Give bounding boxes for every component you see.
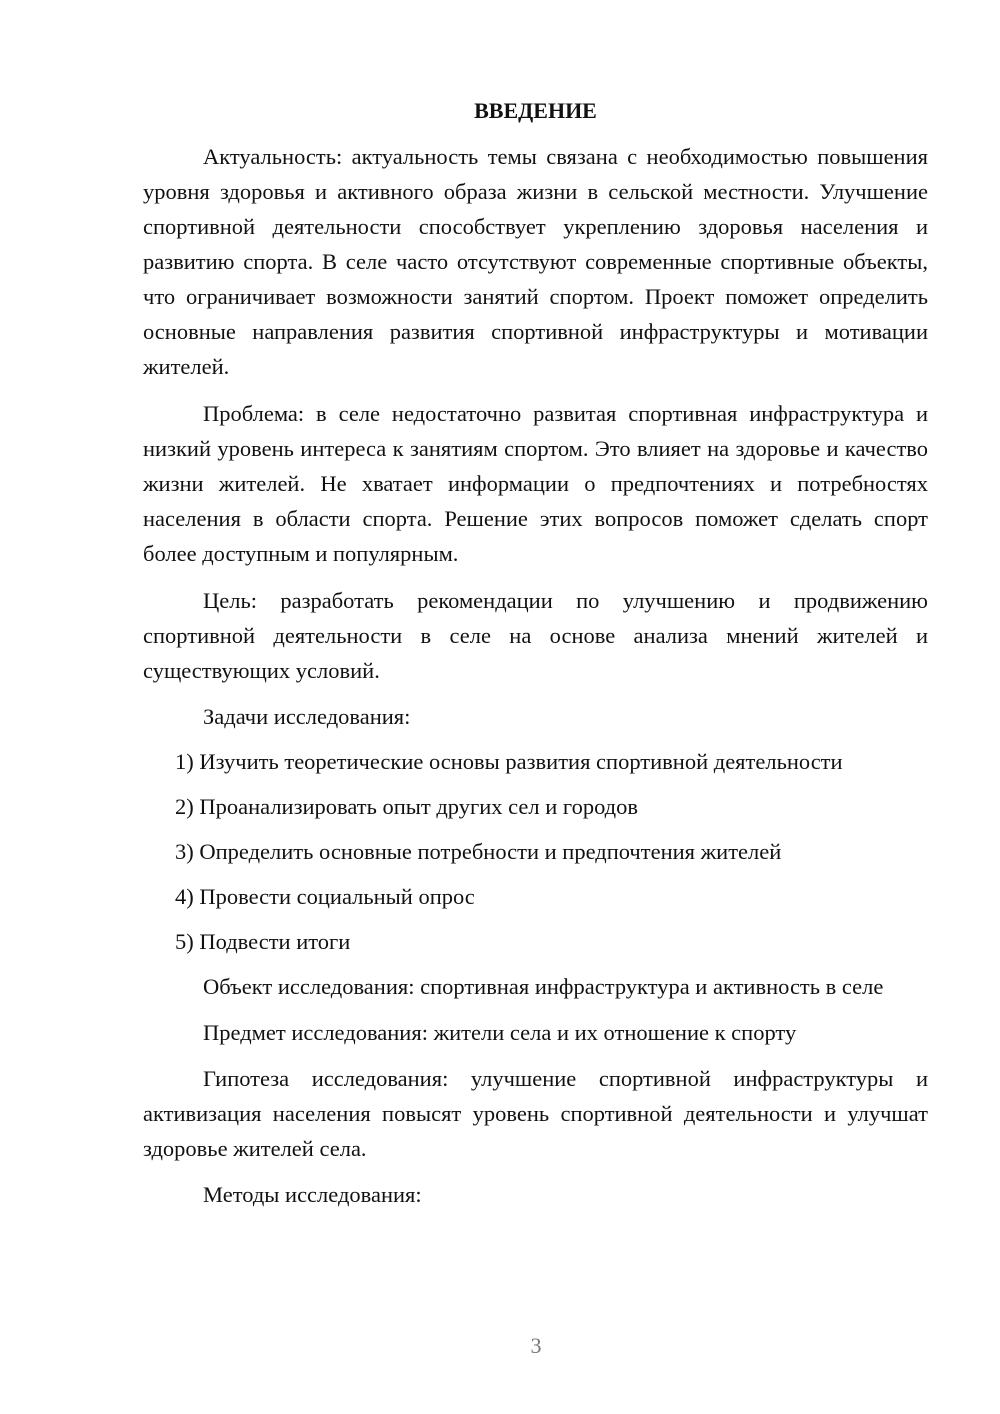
hypothesis-paragraph: Гипотеза исследования: улучшение спортивной инфраструктуры и активизация населения повысят уровень спортивной деятельности и улучшат здоровье жителей села. — [143, 1066, 928, 1161]
list-item: 5) Подвести итоги — [175, 929, 351, 954]
list-item: 1) Изучить теоретические основы развития спортивной деятельности — [175, 749, 843, 774]
list-item: 4) Провести социальный опрос — [175, 884, 475, 909]
section-title: ВВЕДЕНИЕ — [474, 98, 597, 123]
tasks-list — [143, 744, 928, 959]
tasks-heading: Задачи исследования: — [203, 704, 411, 729]
list-item: 2) Проанализировать опыт других сел и городов — [175, 794, 638, 819]
object-paragraph: Объект исследования: спортивная инфраструктура и активность в селе — [203, 974, 884, 999]
methods-heading: Методы исследования: — [203, 1182, 422, 1207]
list-item: 3) Определить основные потребности и предпочтения жителей — [175, 839, 782, 864]
page-number: 3 — [530, 1333, 542, 1358]
relevance-paragraph: Актуальность: актуальность темы связана с необходимостью повышения уровня здоровья и активного образа жизни в сельской местности. Улучшение спортивной деятельности способствует укреплению здоровья населения и развитию спорта. В селе часто отсутствуют современные спортивные объекты, что ограничивает возможности занятий спортом. Проект поможет определить основные направления развития спортивной инфраструктуры и мотивации жителей. — [143, 144, 928, 379]
page-body — [143, 93, 928, 1212]
problem-paragraph: Проблема: в селе недостаточно развитая спортивная инфраструктура и низкий уровень интереса к занятиям спортом. Это влияет на здоровье и качество жизни жителей. Не хватает информации о предпочтениях и потребностях населения в области спорта. Решение этих вопросов поможет сделать спорт более доступным и популярным. — [143, 401, 928, 566]
goal-paragraph: Цель: разработать рекомендации по улучшению и продвижению спортивной деятельности в селе на основе анализа мнений жителей и существующих условий. — [143, 588, 928, 683]
subject-paragraph: Предмет исследования: жители села и их отношение к спорту — [203, 1020, 797, 1045]
